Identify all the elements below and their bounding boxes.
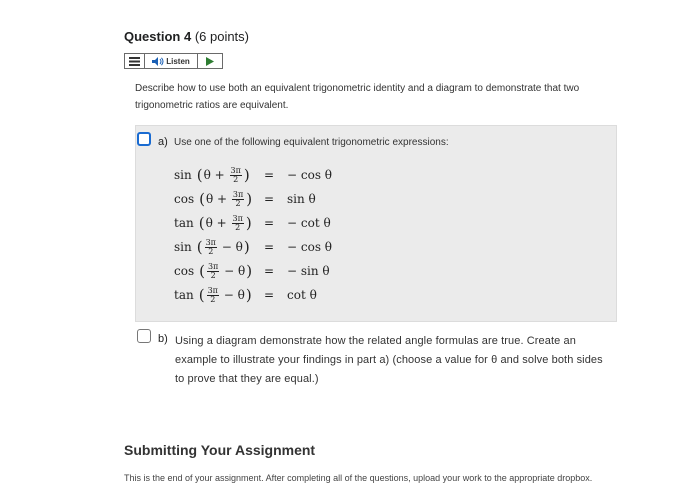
fraction <box>232 215 244 232</box>
expression-rhs: − cot θ <box>287 216 331 230</box>
fraction-numerator: 3π <box>207 261 219 271</box>
question-title <box>124 29 249 44</box>
expression-lhs <box>174 260 253 282</box>
fraction-denominator: 2 <box>235 198 241 208</box>
equals-sign: = <box>264 216 275 230</box>
trig-function: sin <box>174 240 192 254</box>
submitting-text: This is the end of your assignment. After completing all of the questions, upload your work to the appropriate dropbox. <box>124 473 593 483</box>
expression-term: θ + <box>205 192 231 206</box>
listen-button[interactable] <box>145 54 198 68</box>
open-paren: ( <box>196 166 203 184</box>
open-paren: ( <box>198 286 205 304</box>
part-b-checkbox[interactable] <box>137 329 151 343</box>
close-paren: ) <box>245 214 252 232</box>
open-paren: ( <box>199 190 205 208</box>
fraction-denominator: 2 <box>235 222 241 232</box>
expression-rhs: cot θ <box>287 288 317 302</box>
expression-lhs <box>174 212 253 234</box>
trig-function: tan <box>174 216 194 230</box>
equals-sign: = <box>264 264 275 278</box>
open-paren: ( <box>196 238 203 256</box>
part-b-text: Using a diagram demonstrate how the related angle formulas are true. Create an example to illustrate your findings in part a) (choose a value for θ and solve both sides to prove that they are equal.) <box>175 335 603 385</box>
listen-label: Listen <box>166 56 190 66</box>
expression-lhs <box>174 188 253 210</box>
expression-rhs: − cos θ <box>287 240 333 254</box>
open-paren: ( <box>198 214 205 232</box>
menu-icon[interactable] <box>125 54 145 68</box>
fraction-numerator: 3π <box>232 213 243 223</box>
fraction-numerator: 3π <box>230 165 241 175</box>
fraction <box>207 263 219 280</box>
fraction-denominator: 2 <box>210 270 216 280</box>
trig-function: tan <box>174 288 194 302</box>
expression-term: θ + <box>203 168 229 182</box>
fraction-denominator: 2 <box>208 246 214 256</box>
play-icon <box>206 57 214 66</box>
expression-term: − θ <box>219 288 245 302</box>
fraction-numerator: 3π <box>232 189 244 199</box>
trig-function: cos <box>174 192 195 206</box>
expression-rhs: − sin θ <box>287 264 330 278</box>
trig-function: cos <box>174 264 195 278</box>
fraction-numerator: 3π <box>207 285 218 295</box>
open-paren: ( <box>199 262 205 280</box>
equals-sign: = <box>264 288 275 302</box>
question-description: Describe how to use both an equivalent trigonometric identity and a diagram to demonstrate that two trigonometric ratios are equivalent. <box>135 83 580 111</box>
close-paren: ) <box>243 166 250 184</box>
expression-lhs <box>174 164 251 186</box>
fraction <box>232 191 244 208</box>
submitting-heading: Submitting Your Assignment <box>124 442 316 458</box>
part-a-checkbox[interactable] <box>137 132 151 146</box>
equals-sign: = <box>264 240 275 254</box>
expression-term: − θ <box>220 264 246 278</box>
question-points: (6 points) <box>194 29 250 44</box>
close-paren: ) <box>246 190 253 208</box>
expression-term: − θ <box>217 240 243 254</box>
part-b-label: b) <box>158 333 168 345</box>
close-paren: ) <box>245 286 252 304</box>
expression-rhs: − cos θ <box>287 168 333 182</box>
play-button[interactable] <box>198 54 222 68</box>
part-a-label: a) <box>158 136 168 148</box>
fraction-denominator: 2 <box>210 294 216 304</box>
expression-lhs <box>174 236 251 258</box>
expression-term: θ + <box>205 216 231 230</box>
trig-function: sin <box>174 168 192 182</box>
close-paren: ) <box>246 262 253 280</box>
fraction <box>205 239 217 256</box>
part-a-instruction: Use one of the following equivalent trigonometric expressions: <box>174 137 449 148</box>
equals-sign: = <box>264 168 275 182</box>
question-number: Question 4 <box>124 29 192 44</box>
speaker-icon <box>152 57 164 66</box>
expression-rhs: sin θ <box>287 192 316 206</box>
close-paren: ) <box>243 238 250 256</box>
fraction <box>230 167 242 184</box>
equals-sign: = <box>264 192 275 206</box>
fraction-numerator: 3π <box>205 237 216 247</box>
fraction-denominator: 2 <box>233 174 239 184</box>
fraction <box>207 287 219 304</box>
expression-lhs <box>174 284 253 306</box>
listen-toolbar <box>124 53 223 69</box>
